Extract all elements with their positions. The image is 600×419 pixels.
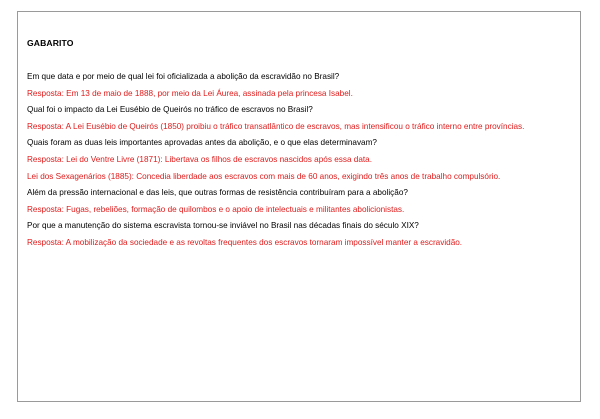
- answer-line: Resposta: Lei do Ventre Livre (1871): Libertava os filhos de escravos nascidos após essa data.: [27, 154, 372, 164]
- answer-line: Resposta: Em 13 de maio de 1888, por meio da Lei Áurea, assinada pela princesa Isabel.: [27, 88, 353, 98]
- answer-line: Lei dos Sexagenários (1885): Concedia liberdade aos escravos com mais de 60 anos, exigindo três anos de trabalho compulsório.: [27, 171, 501, 181]
- question-line: Em que data e por meio de qual lei foi oficializada a abolição da escravidão no Brasil?: [27, 72, 340, 81]
- answer-line: Resposta: Fugas, rebeliões, formação de quilombos e o apoio de intelectuais e militantes abolicionistas.: [27, 204, 405, 214]
- question-line: Qual foi o impacto da Lei Eusébio de Queirós no tráfico de escravos no Brasil?: [27, 105, 313, 115]
- question-line: Além da pressão internacional e das leis, que outras formas de resistência contribuíram para a abolição?: [27, 188, 408, 198]
- document-page: [17, 11, 581, 402]
- document-title: GABARITO: [27, 38, 74, 48]
- question-line: Por que a manutenção do sistema escravista tornou-se inviável no Brasil nas décadas finais do século XIX?: [27, 221, 419, 231]
- answer-line: Resposta: A Lei Eusébio de Queirós (1850) proibiu o tráfico transatlântico de escravos, mas intensificou o tráfico interno entre províncias.: [27, 121, 525, 131]
- answer-line: Resposta: A mobilização da sociedade e as revoltas frequentes dos escravos tornaram impossível manter a escravidão.: [27, 237, 463, 247]
- question-line: Quais foram as duas leis importantes aprovadas antes da abolição, e o que elas determinavam?: [27, 138, 377, 148]
- answer-key-list: [27, 69, 524, 252]
